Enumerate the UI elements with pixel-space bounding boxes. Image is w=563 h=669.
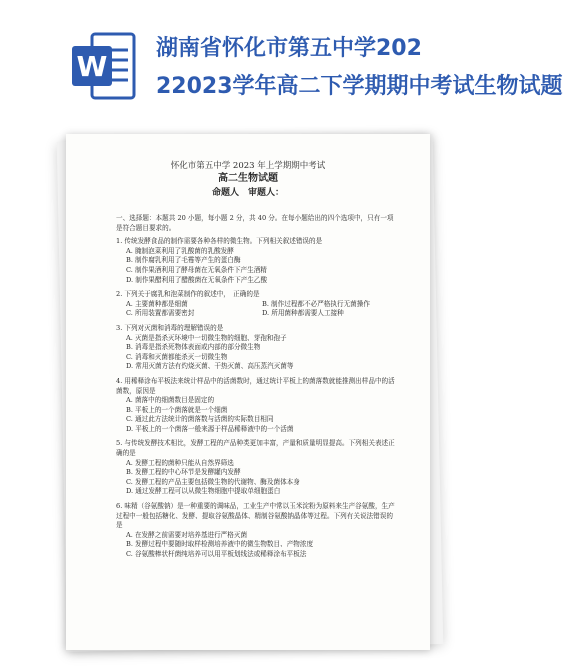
answer-option-grid	[116, 300, 398, 319]
question-stem: 1. 传统发酵食品的制作需要各种各样的微生物。下列相关叙述错误的是	[116, 237, 323, 246]
section-intro: 一、选择题：本题共 20 小题，每小题 2 分，共 40 分。在每小题给出的四个选项中，只有一项是符合题目要求的。	[116, 214, 394, 232]
answer-option: A. 在发酵之前需要对培养基进行严格灭菌	[126, 530, 248, 539]
document-page-preview[interactable]	[66, 134, 430, 650]
question-stem: 3. 下列对灭菌和消毒的理解错误的是	[116, 323, 224, 332]
answer-option: D. 通过发酵工程可以从微生物细胞中提取单细胞蛋白	[126, 487, 281, 496]
question-3	[116, 324, 398, 372]
answer-option: D. 平板上的一个菌落一般来源于样品稀释液中的一个活菌	[126, 424, 294, 433]
question-1	[116, 237, 398, 285]
question-stem: 2. 下列关于腐乳和泡菜制作的叙述中， 正确的是	[116, 290, 260, 299]
question-stem: 6. 味精（谷氨酸钠）是一种重要的调味品，工业生产中常以玉米淀粉为原料来生产谷氨酸，生产过程中一般包括糖化、发酵、提取谷氨酸晶体、精制谷氨酸钠晶体等过程。下列有关说法错误的是	[116, 502, 395, 530]
question-5	[116, 439, 398, 497]
question-stem: 4. 用稀释涂布平板法来统计样品中的活菌数时，通过统计平板上的菌落数就能推测出样品中的活菌数，原因是	[116, 376, 395, 395]
word-document-icon	[72, 30, 136, 102]
exam-subject-title: 高二生物试题	[218, 173, 278, 184]
answer-option: C. 制作果酒利用了酵母菌在无氧条件下产生酒精	[126, 265, 267, 274]
document-title[interactable]	[156, 30, 563, 106]
answer-option: A. 灭菌是指杀灭环境中一切微生物的细胞、芽孢和孢子	[126, 333, 287, 342]
answer-option: C. 谷氨酸棒状杆菌纯培养可以用平板划线法或稀释涂布平板法	[126, 550, 307, 558]
answer-option: B. 发酵工程的中心环节是发酵罐内发酵	[126, 468, 241, 477]
answer-option: C. 消毒和灭菌都能杀灭一切微生物	[126, 352, 228, 361]
question-6	[116, 502, 398, 560]
answer-option: C. 通过此方法统计的菌落数与活菌的实际数目相同	[126, 415, 274, 424]
header-banner	[0, 0, 563, 120]
answer-option: B. 制作过程都不必严格执行无菌操作	[262, 299, 370, 308]
exam-school-line: 怀化市第五中学 2023 年上学期期中考试	[170, 161, 326, 171]
answer-option: D. 制作果醋利用了醋酸菌在无氧条件下产生乙酸	[126, 275, 268, 284]
question-4	[116, 377, 398, 435]
question-2	[116, 290, 398, 319]
exam-authors-line: 命题人 审题人：	[211, 188, 284, 198]
answer-option: C. 所用装置都需要密封	[126, 309, 195, 318]
answer-option: B. 平板上的一个菌落就是一个细菌	[126, 405, 228, 414]
answer-option: A. 主要菌种都是细菌	[126, 299, 188, 308]
answer-option: C. 发酵工程的产品主要包括微生物的代谢物、酶及菌体本身	[126, 477, 300, 486]
document-title-line-1: 湖南省怀化市第五中学202	[156, 36, 422, 61]
answer-option: B. 发酵过程中要随时取样检测培养液中的微生物数目、产物浓度	[126, 540, 314, 549]
word-icon-letter: W	[76, 50, 108, 83]
answer-option: D. 所用菌种都需要人工接种	[262, 309, 344, 318]
answer-option: D. 常用灭菌方法有灼烧灭菌、干热灭菌、高压蒸汽灭菌等	[126, 362, 294, 371]
answer-option: B. 制作腐乳利用了毛霉等产生的蛋白酶	[126, 256, 241, 265]
document-title-line-2: 22023学年高二下学期期中考试生物试题	[156, 74, 563, 99]
exam-body	[116, 214, 398, 565]
answer-option: A. 发酵工程的菌种只能从自然界筛选	[126, 458, 234, 467]
question-stem: 5. 与传统发酵技术相比，发酵工程的产品种类更加丰富，产量和质量明显提高。下列相关表述正确的是	[116, 439, 395, 458]
answer-option: A. 腌制泡菜利用了乳酸菌的乳酸发酵	[126, 246, 234, 255]
answer-option: A. 菌落中的细菌数目是固定的	[126, 396, 215, 405]
exam-header	[66, 160, 430, 200]
answer-option: B. 消毒是指杀死物体表面或内部的部分微生物	[126, 343, 261, 352]
